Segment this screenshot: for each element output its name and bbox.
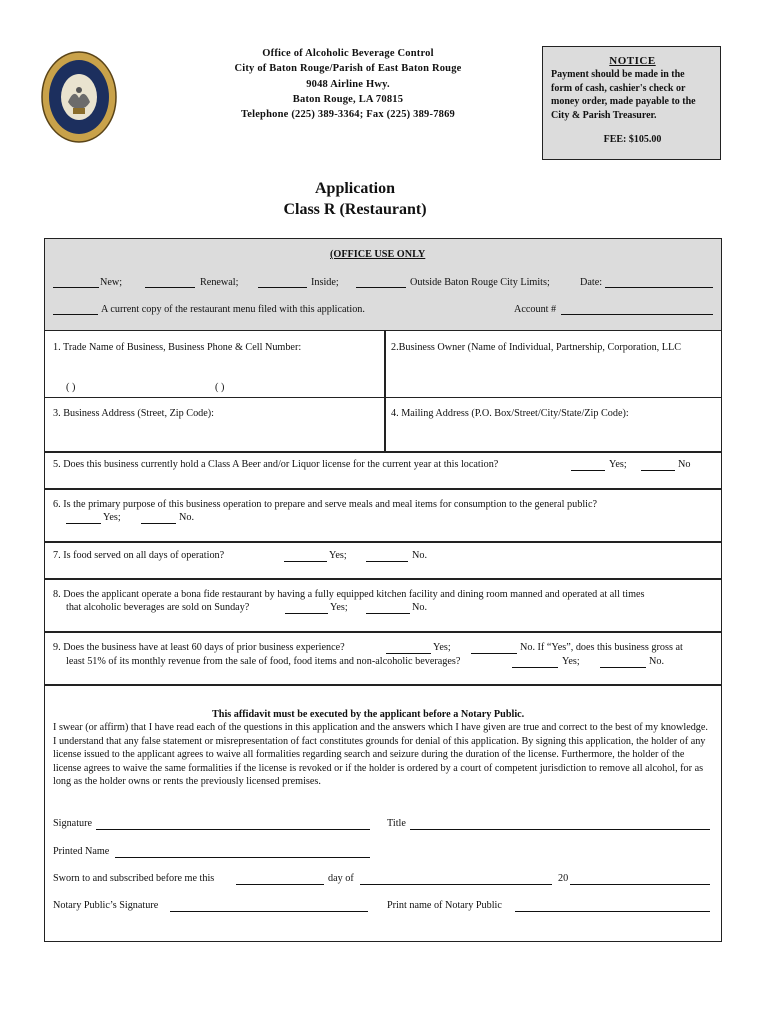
- sworn-day-field[interactable]: [236, 884, 324, 885]
- row-divider: [44, 488, 722, 490]
- question-5-label: 5. Does this business currently hold a Class A Beer and/or Liquor license for the current year at this location?: [53, 459, 499, 470]
- question-9-label-cont: least 51% of its monthly revenue from the sale of food, food items and non-alcoholic beverages?: [66, 656, 461, 667]
- q9b-no-label: No.: [649, 656, 664, 667]
- city-parish-seal: [40, 50, 118, 144]
- notice-line: form of cash, cashier's check or: [551, 82, 686, 94]
- q9a-yes-label: Yes;: [433, 642, 451, 653]
- q7-yes-blank[interactable]: [284, 561, 327, 562]
- sworn-year-field[interactable]: [570, 884, 710, 885]
- form-title: [240, 178, 470, 220]
- row-divider: [44, 578, 722, 580]
- notice-text: [551, 68, 714, 122]
- notice-box: [542, 46, 721, 160]
- notary-print-label: Print name of Notary Public: [387, 900, 502, 911]
- title-field[interactable]: [410, 829, 710, 830]
- q6-yes-label: Yes;: [103, 512, 121, 523]
- sworn-month-field[interactable]: [360, 884, 552, 885]
- question-8-label: 8. Does the applicant operate a bona fide restaurant by having a fully equipped kitchen facility and dining room manned and operated at all times: [53, 589, 645, 600]
- column-divider: [384, 331, 386, 451]
- q5-yes-label: Yes;: [609, 459, 627, 470]
- q7-no-blank[interactable]: [366, 561, 408, 562]
- q6-yes-blank[interactable]: [66, 523, 101, 524]
- q9-followup-label: No. If “Yes”, does this business gross at: [520, 642, 683, 653]
- q7-no-label: No.: [412, 550, 427, 561]
- q5-no-label: No: [678, 459, 691, 470]
- q6-no-blank[interactable]: [141, 523, 176, 524]
- q5-yes-blank[interactable]: [571, 470, 605, 471]
- q8-no-label: No.: [412, 602, 427, 613]
- sworn-label: Sworn to and subscribed before me this: [53, 873, 215, 884]
- renewal-blank[interactable]: [145, 287, 195, 288]
- menu-label: A current copy of the restaurant menu filed with this application.: [101, 304, 365, 315]
- cell-phone-field[interactable]: ( ): [215, 382, 225, 393]
- q9b-yes-blank[interactable]: [512, 667, 558, 668]
- office-name: Office of Alcoholic Beverage Control: [262, 48, 434, 59]
- office-street: 9048 Airline Hwy.: [306, 78, 390, 90]
- office-address-block: [190, 46, 506, 122]
- question-6-label: 6. Is the primary purpose of this business operation to prepare and serve meals and meal items for consumption to the general public?: [53, 499, 598, 510]
- fee-amount: FEE: $105.00: [603, 134, 662, 145]
- outside-blank[interactable]: [356, 287, 406, 288]
- office-use-heading: (OFFICE USE ONLY: [330, 249, 426, 260]
- year-prefix: 20: [558, 873, 569, 884]
- office-jurisdiction: City of Baton Rouge/Parish of East Baton Rouge: [234, 63, 462, 75]
- q9a-yes-blank[interactable]: [386, 653, 431, 654]
- row-divider: [44, 541, 722, 543]
- row-divider: [44, 631, 722, 633]
- question-7-label: 7. Is food served on all days of operation?: [53, 550, 225, 561]
- office-city: Baton Rouge, LA 70815: [292, 93, 404, 105]
- notice-title: NOTICE: [609, 55, 656, 67]
- account-field[interactable]: [561, 314, 713, 315]
- menu-blank[interactable]: [53, 314, 98, 315]
- row-divider: [44, 451, 722, 453]
- business-phone-field[interactable]: ( ): [66, 382, 76, 393]
- signature-field[interactable]: [96, 829, 370, 830]
- outside-label: Outside Baton Rouge City Limits;: [410, 277, 550, 288]
- date-label: Date:: [580, 277, 603, 288]
- question-4-label: 4. Mailing Address (P.O. Box/Street/City/State/Zip Code):: [391, 408, 629, 419]
- notary-print-field[interactable]: [515, 911, 710, 912]
- inside-blank[interactable]: [258, 287, 307, 288]
- row-divider: [44, 684, 722, 686]
- question-1-label: 1. Trade Name of Business, Business Phone & Cell Number:: [53, 342, 302, 353]
- q5-no-blank[interactable]: [641, 470, 675, 471]
- question-2-label: 2.Business Owner (Name of Individual, Partnership, Corporation, LLC: [391, 342, 682, 353]
- row-divider: [44, 397, 722, 398]
- title-line-1: Application: [314, 180, 395, 197]
- title-line-2: Class R (Restaurant): [283, 201, 427, 218]
- q8-no-blank[interactable]: [366, 613, 410, 614]
- office-phone: Telephone (225) 389-3364; Fax (225) 389-7869: [240, 109, 456, 121]
- application-form-frame: [44, 331, 722, 942]
- signature-label: Signature: [53, 818, 93, 829]
- printed-name-label: Printed Name: [53, 846, 110, 857]
- new-blank[interactable]: [53, 287, 99, 288]
- affidavit-heading: This affidavit must be executed by the applicant before a Notary Public.: [212, 709, 525, 720]
- new-label: New;: [100, 277, 123, 288]
- notice-line: money order, made payable to the: [551, 96, 696, 107]
- day-of-label: day of: [328, 873, 354, 884]
- affidavit-text: I swear (or affirm) that I have read each of the questions in this application and the answers which I have given are true and correct to the best of my knowledge. I understand that any false statement or misrepresentation of fact constitutes grounds for denial of this application. By signing this application, the holder of any license issued to the applicant agrees to waive all formalities regarding search and seizure during the duration of the license. Furthermore, the holder of the license agrees to waive the same formalities if the license is revoked or if the holder is ordered by a court of competent jurisdiction to remove all alcohol, for as long as the holder owns or rents the previously licensed premises.: [53, 722, 708, 788]
- question-3-label: 3. Business Address (Street, Zip Code):: [53, 408, 215, 419]
- q8-yes-label: Yes;: [330, 602, 348, 613]
- q9a-no-blank[interactable]: [471, 653, 517, 654]
- notice-line: City & Parish Treasurer.: [551, 109, 657, 121]
- q9b-no-blank[interactable]: [600, 667, 646, 668]
- inside-label: Inside;: [311, 277, 339, 288]
- date-field[interactable]: [605, 287, 713, 288]
- q8-yes-blank[interactable]: [285, 613, 328, 614]
- question-9-label: 9. Does the business have at least 60 days of prior business experience?: [53, 642, 345, 653]
- printed-name-field[interactable]: [115, 857, 370, 858]
- notary-signature-field[interactable]: [170, 911, 368, 912]
- notice-line: Payment should be made in the: [551, 69, 685, 80]
- q7-yes-label: Yes;: [329, 550, 347, 561]
- q6-no-label: No.: [179, 512, 194, 523]
- account-label: Account #: [514, 304, 557, 315]
- renewal-label: Renewal;: [200, 277, 239, 288]
- notary-signature-label: Notary Public’s Signature: [53, 900, 159, 911]
- title-label: Title: [387, 818, 406, 829]
- q9b-yes-label: Yes;: [562, 656, 580, 667]
- question-8-label-cont: that alcoholic beverages are sold on Sunday?: [66, 602, 250, 613]
